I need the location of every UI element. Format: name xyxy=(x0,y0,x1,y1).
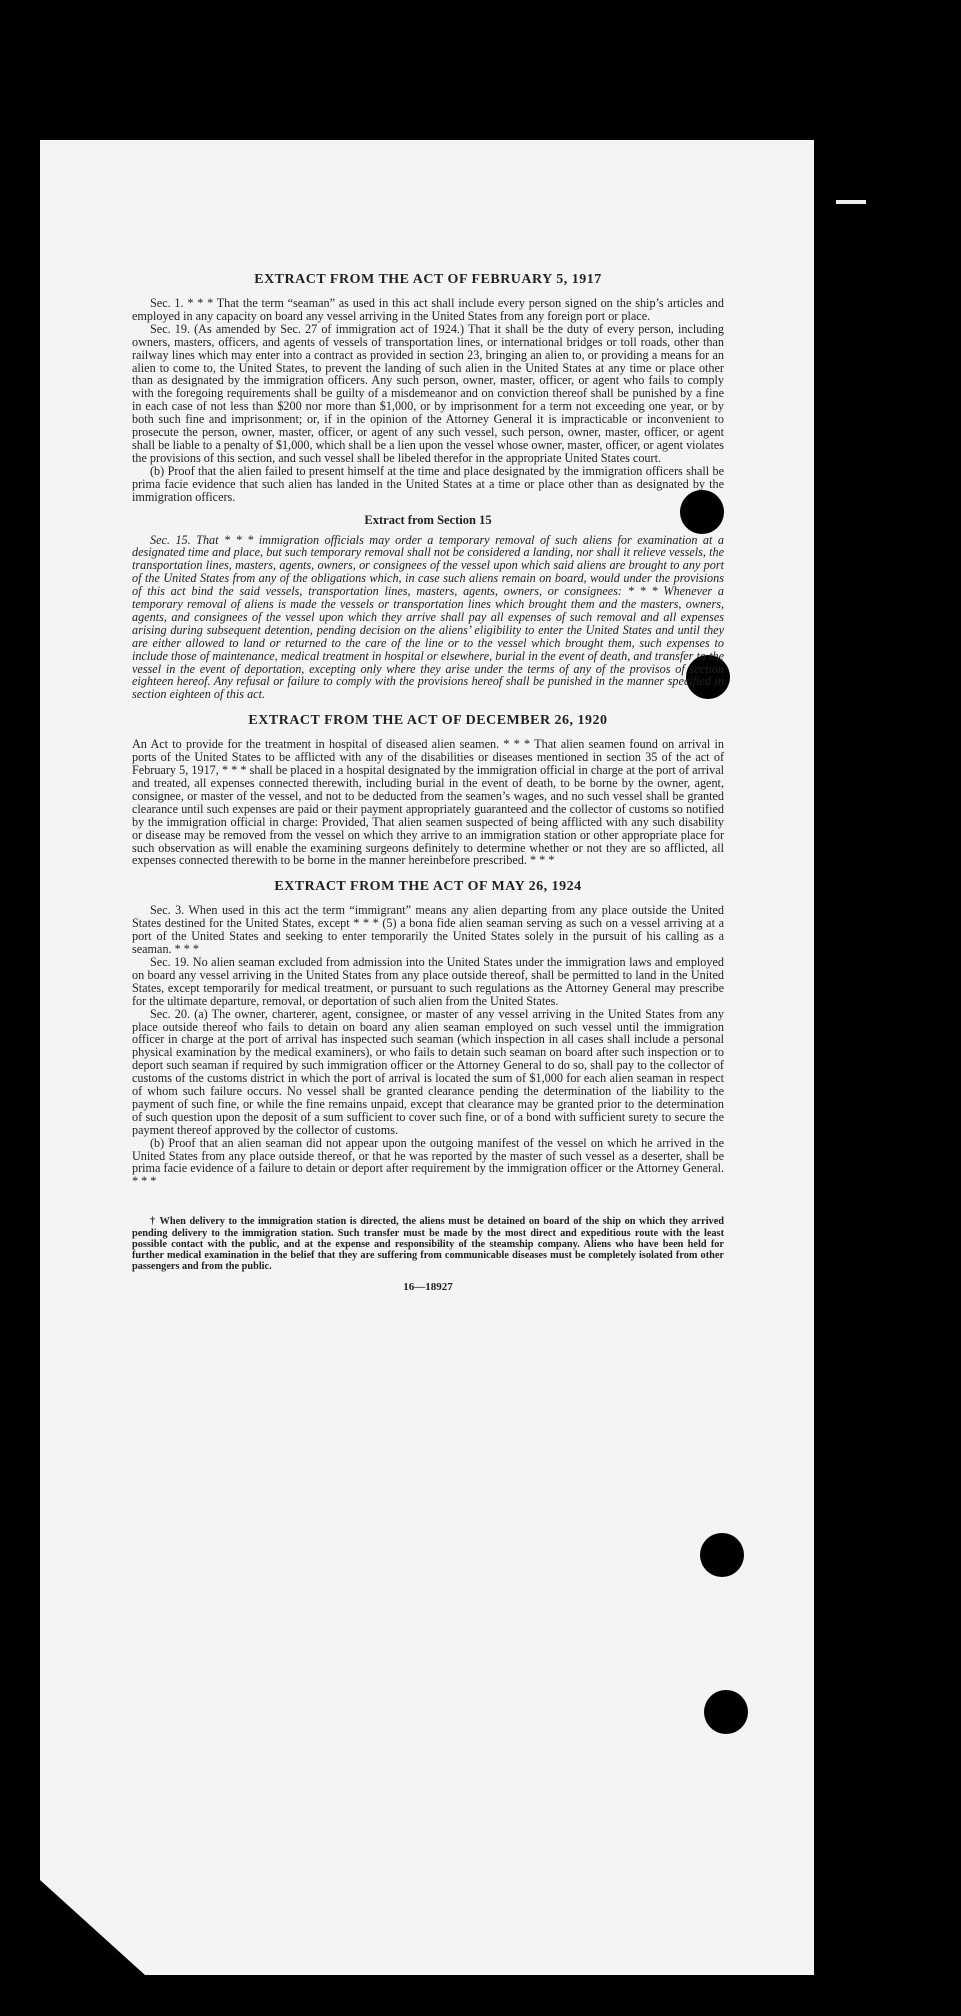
heading-act-1924: EXTRACT FROM THE ACT OF MAY 26, 1924 xyxy=(274,879,582,895)
footnote-text: † When delivery to the immigration station is directed, the aliens must be detained on board of the ship on which they arrived pending delivery to the immigration station. Such transfer must be made by the most direct and expeditious route with the least possible contact with the public, and at the expense and responsibility of the steamship company. Aliens who have been held for further medical examination in the belief that they are suffering from communicable diseases must be completely isolated from other passengers and from the public. xyxy=(132,1216,724,1273)
heading-act-1920: EXTRACT FROM THE ACT OF DECEMBER 26, 1920 xyxy=(248,713,608,729)
punch-hole xyxy=(700,1533,744,1577)
scan-speck xyxy=(836,200,866,204)
paragraph: (b) Proof that the alien failed to present himself at the time and place designated by the immigration officers shall be prima facie evidence that such alien has landed in the United States at a time or place other than as designated by the immigration officers. xyxy=(132,463,724,504)
punch-hole xyxy=(704,1690,748,1734)
paragraph: Sec. 19. (As amended by Sec. 27 of immigration act of 1924.) That it shall be the duty of every person, including owners, masters, officers, and agents of vessels of transportation lines, or international bridges or toll roads, other than railway lines which may enter into a contract as provided in section 23, bringing an alien to, or providing a means for an alien to come to, the United States, to prevent the landing of such alien in the United States at any time or place other than as designated by the immigration officers. Any such person, owner, master, officer, or agent who fails to comply with the foregoing requirements shall be guilty of a misdemeanor and on conviction thereof shall be punished by a fine in each case of not less than $200 nor more than $1,000, or by imprisonment for a term not exceeding one year, or by both such fine and imprisonment; or, if in the opinion of the Attorney General it is impracticable or inconvenient to prosecute the person, owner, master, officer, or agent of any such vessel, such person, owner, master, officer, or agent shall be liable to a penalty of $1,000, which shall be a lien upon the vessel whose owner, master, officer, or agent violates the provisions of this section, and such vessel shall be libeled therefor in the appropriate United States court. xyxy=(132,321,724,465)
subheading-section-15: Extract from Section 15 xyxy=(364,512,492,527)
heading-act-1917: EXTRACT FROM THE ACT OF FEBRUARY 5, 1917 xyxy=(254,272,602,287)
footnote xyxy=(132,1210,724,1272)
paragraph: Sec. 15. That * * * immigration officials may order a temporary removal of such aliens for examination at a designated time and place, but such temporary removal shall not be considered a landing, nor shall it relieve vessels, the transportation lines, masters, agents, owners, or consignees of the vessel upon which said aliens are brought to any port of the United States from any of the obligations which, in case such aliens remain on board, would under the provisions of this act bind the said vessels, transportation lines, masters, agents, owners, or consignees: * * * Whenever a temporary removal of aliens is made the vessels or transportation lines which brought them and the masters, owners, agents, and consignees of the vessel upon which they arrive shall pay all expenses of such removal and all expenses arising during subsequent detention, pending decision on the aliens’ eligibility to enter the United States and until they are either allowed to land or returned to the care of the line or to the vessel which brought them, such expenses to include those of maintenance, medical treatment in hospital or elsewhere, burial in the event of death, and transfer to the vessel in the event of deportation, excepting only where they arise under the terms of any of the provisos of section eighteen hereof. Any refusal or failure to comply with the provisions hereof shall be punished in the manner specified in section eighteen of this act. xyxy=(132,532,724,702)
document-content xyxy=(132,272,724,1293)
paragraph: An Act to provide for the treatment in hospital of diseased alien seamen. * * * That alien seamen found on arrival in ports of the United States to be afflicted with any of the disabilities or diseases mentioned in section 35 of the act of February 5, 1917, * * * shall be placed in a hospital designated by the immigration official in charge at the port of arrival and treated, all expenses connected therewith, including burial in the event of death, to be borne by the owner, agent, consignee, or master of the vessel, and not to be deducted from the seamen’s wages, and no such vessel shall be granted clearance until such expenses are paid or their payment appropriately guaranteed and the collector of customs so notified by the immigration official in charge: Provided, That alien seamen suspected of being afflicted with any such disability or disease may be removed from the vessel on which they arrive to an immigration station or other appropriate place for such observation as will enable the examining surgeons definitely to determine whether or not they are so afflicted, all expenses connected therewith to be borne in the manner hereinbefore prescribed. * * * xyxy=(132,737,724,868)
paragraph: Sec. 3. When used in this act the term “immigrant” means any alien departing from any place outside the United States destined for the United States, except * * * (5) a bona fide alien seaman serving as such on a vessel arriving at a port of the United States and seeking to enter temporarily the United States solely in the pursuit of his calling as a seaman. * * * xyxy=(132,903,724,957)
page-number: 16—18927 xyxy=(403,1280,453,1293)
paragraph: Sec. 19. No alien seaman excluded from admission into the United States under the immigration laws and employed on board any vessel arriving in the United States from any place outside thereof, shall be permitted to land in the United States, except temporarily for medical treatment, or pursuant to such regulations as the Attorney General may prescribe for the ultimate departure, removal, or deportation of such alien from the United States. xyxy=(132,954,724,1008)
paragraph: Sec. 1. * * * That the term “seaman” as used in this act shall include every person signed on the ship’s articles and employed in any capacity on board any vessel arriving in the United States from any foreign port or place. xyxy=(132,296,724,323)
paragraph: Sec. 20. (a) The owner, charterer, agent, consignee, or master of any vessel arriving in the United States from any place outside thereof who fails to detain on board any alien seaman employed on such vessel until the immigration officer in charge at the port of arrival has inspected such seaman (which inspection in all cases shall include a personal physical examination by the medical examiners), or who fails to detain such seaman on board after such inspection or to deport such seaman if required by such immigration officer or the Attorney General to do so, shall pay to the collector of customs of the customs district in which the port of arrival is located the sum of $1,000 for each alien seaman in respect of whom such failure occurs. No vessel shall be granted clearance pending the determination of the liability to the payment of such fine, or while the fine remains unpaid, except that clearance may be granted prior to the determination of such question upon the deposit of a sum sufficient to cover such fine, or of a bond with sufficient surety to secure the payment thereof approved by the collector of customs. xyxy=(132,1006,724,1137)
paragraph: (b) Proof that an alien seaman did not appear upon the outgoing manifest of the vessel on which he arrived in the United States from any place outside thereof, or that he was reported by the master of such vessel as a deserter, shall be prima facie evidence of a failure to detain or deport after requirement by the immigration officer or the Attorney General. * * * xyxy=(132,1135,724,1189)
torn-corner xyxy=(40,1880,145,1975)
